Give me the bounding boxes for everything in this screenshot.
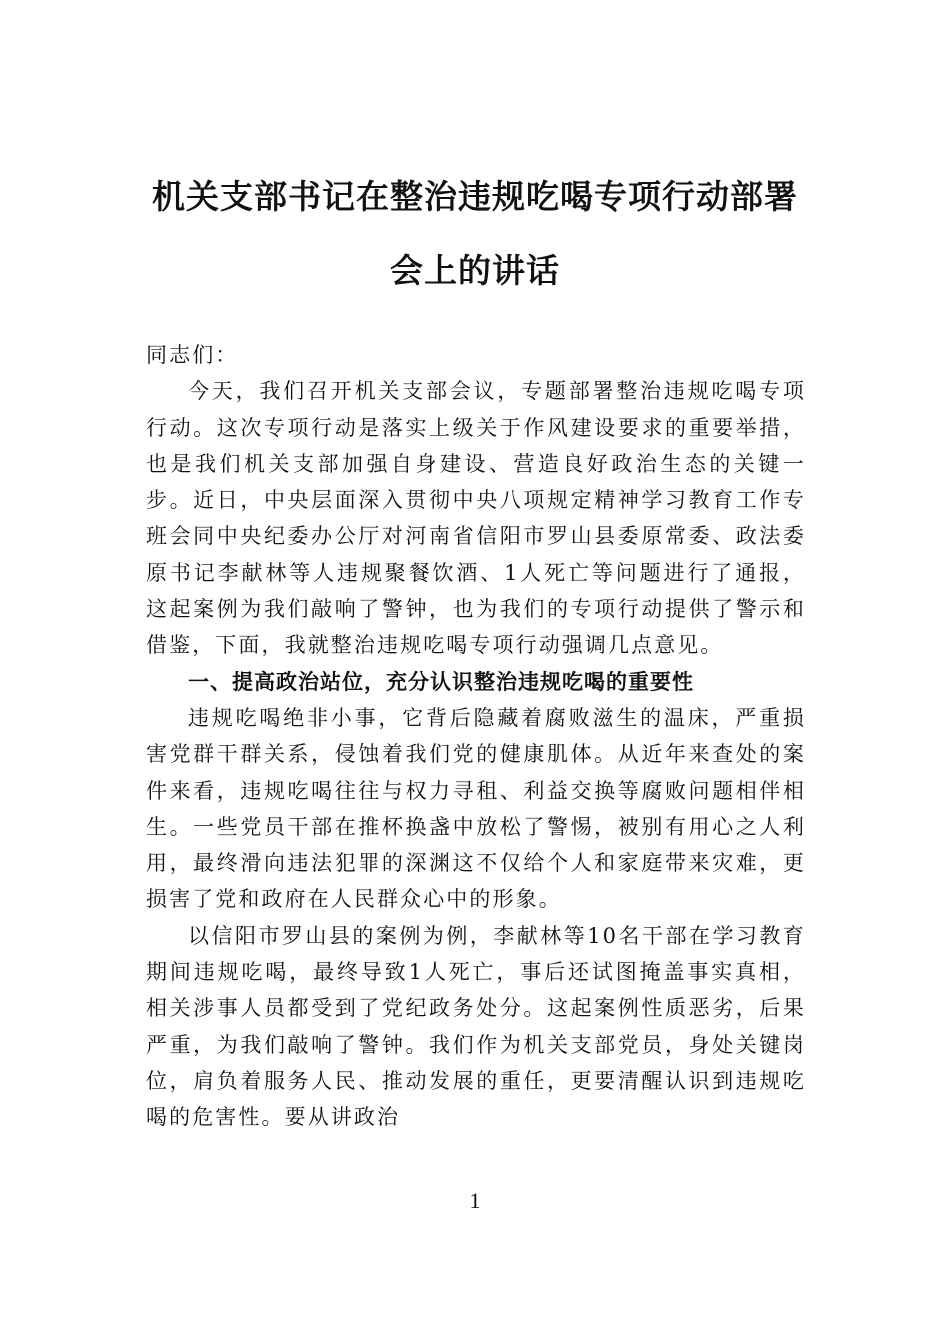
section1-paragraph-2: 以信阳市罗山县的案例为例，李献林等10名干部在学习教育期间违规吃喝，最终导致1人死亡，事后还试图掩盖事实真相，相关涉事人员都受到了党纪政务处分。这起案例性质恶劣，后果严重，为我们敲响了警钟。我们作为机关支部党员，身处关键岗位，肩负着服务人民、推动发展的重任，更要清醒认识到违规吃喝的危害性。要从讲政治	[146, 923, 806, 1130]
page-number: 1	[469, 1188, 481, 1213]
document-body	[146, 337, 806, 1136]
section1-paragraph-1: 违规吃喝绝非小事，它背后隐藏着腐败滋生的温床，严重损害党群干群关系，侵蚀着我们党的健康肌体。从近年来查处的案件来看，违规吃喝往往与权力寻租、利益交换等腐败问题相伴相生。一些党员干部在推杯换盏中放松了警惕，被别有用心之人利用，最终滑向违法犯罪的深渊这不仅给个人和家庭带来灾难，更损害了党和政府在人民群众心中的形象。	[146, 705, 806, 912]
salutation: 同志们：	[146, 343, 239, 367]
intro-paragraph: 今天，我们召开机关支部会议，专题部署整治违规吃喝专项行动。这次专项行动是落实上级关于作风建设要求的重要举措，也是我们机关支部加强自身建设、营造良好政治生态的关键一步。近日，中央层面深入贯彻中央八项规定精神学习教育工作专班会同中央纪委办公厅对河南省信阳市罗山县委原常委、政法委原书记李献林等人违规聚餐饮酒、1人死亡等问题进行了通报，这起案例为我们敲响了警钟，也为我们的专项行动提供了警示和借鉴，下面，我就整治违规吃喝专项行动强调几点意见。	[146, 379, 806, 658]
document-title: 机关支部书记在整治违规吃喝专项行动部署会上的讲话	[152, 177, 798, 290]
section-heading-1: 一、提高政治站位，充分认识整治违规吃喝的重要性	[188, 669, 694, 694]
